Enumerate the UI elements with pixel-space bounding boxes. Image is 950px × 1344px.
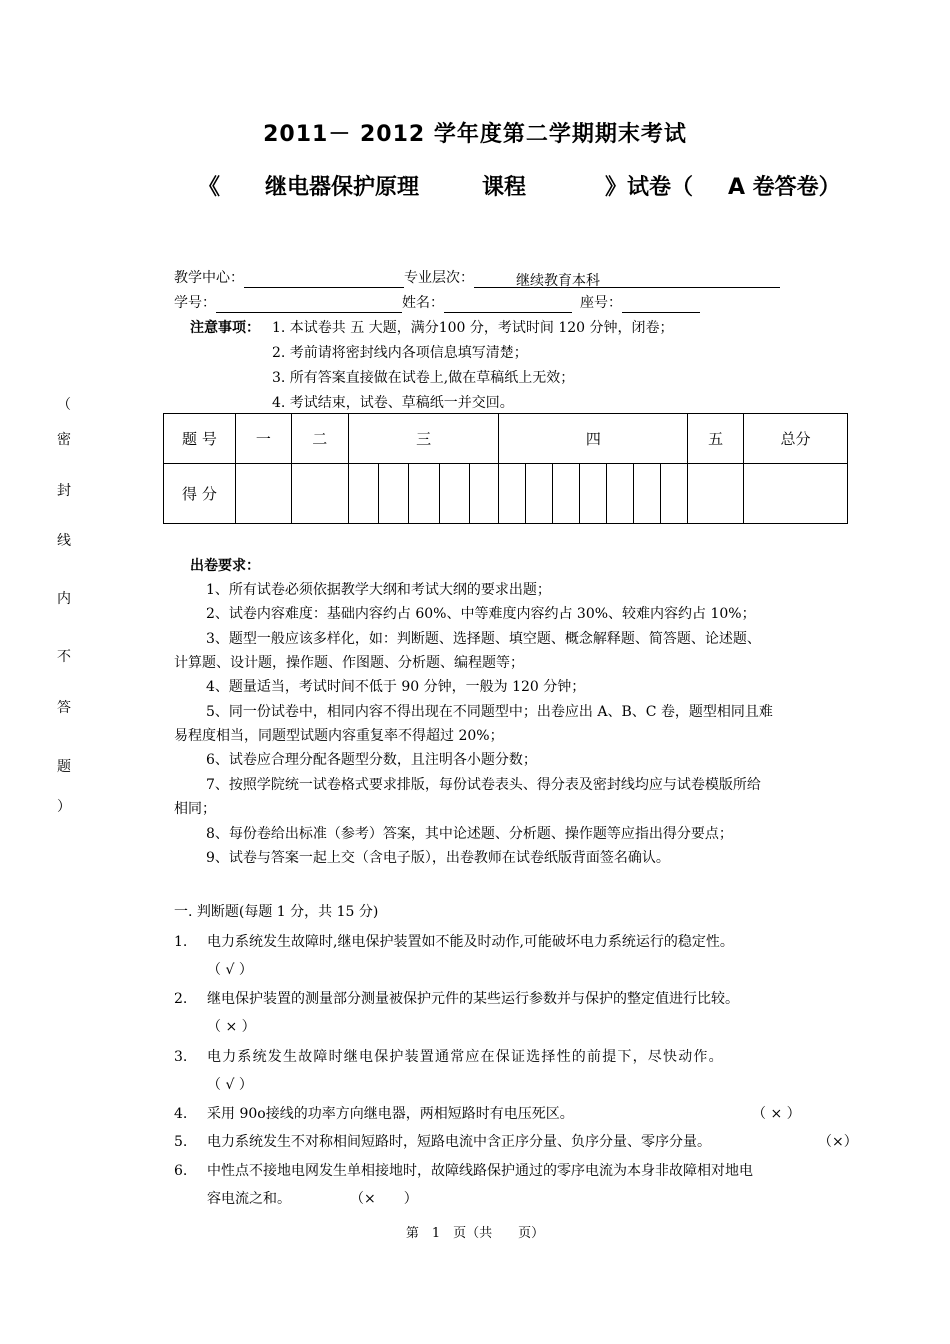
name-field[interactable] [444,296,572,313]
score-cell[interactable] [553,464,580,524]
score-cell[interactable] [580,464,607,524]
question-number: 5. [174,1134,188,1150]
seat-field[interactable] [622,296,700,313]
requirement-item: 1、所有试卷必须依据教学大纲和考试大纲的要求出题； [206,582,551,598]
seal-char: 线 [57,533,71,549]
question-number: 6. [174,1163,188,1179]
seal-char: （ [57,397,71,413]
score-cell[interactable] [607,464,634,524]
score-table [163,413,848,524]
seal-char: 题 [57,759,71,775]
notice-item: 4. 考试结束，试卷、草稿纸一并交回。 [272,395,514,411]
score-cell[interactable] [688,464,744,524]
requirement-item: 9、试卷与答案一起上交（含电子版），出卷教师在试卷纸版背面签名确认。 [206,850,670,866]
requirement-item: 2、试卷内容难度：基础内容约占 60%、中等难度内容约占 30%、较难内容约占 10%； [206,606,756,622]
col-header-2: 二 [291,414,348,464]
seal-char: 不 [57,649,71,665]
section-title: 一. 判断题(每题 1 分，共 15 分) [174,904,379,920]
requirement-item: 6、试卷应合理分配各题型分数，且注明各小题分数； [206,752,537,768]
row-label-question-no: 题 号 [164,414,236,464]
question-answer: （×） [818,1134,858,1150]
question-answer: （× ） [350,1191,418,1207]
paper-close-quote: 》试卷（ [605,175,694,200]
col-header-1: 一 [235,414,291,464]
center-label: 教学中心： [174,270,244,286]
notice-item: 1. 本试卷共 五 大题，满分100 分，考试时间 120 分钟，闭卷； [272,320,674,336]
requirement-item: 4、题量适当，考试时间不低于 90 分钟，一般为 120 分钟； [206,679,586,695]
notice-item: 3. 所有答案直接做在试卷上,做在草稿纸上无效； [272,370,575,386]
question-text-cont: 容电流之和。 [207,1191,291,1207]
info-row-1 [174,268,814,288]
question-text: 电力系统发生故障时,继电保护装置如不能及时动作,可能破坏电力系统运行的稳定性。 [207,934,734,950]
center-field[interactable] [244,271,404,288]
col-header-4: 四 [499,414,688,464]
info-row-2 [174,293,814,313]
score-cell[interactable] [408,464,439,524]
exam-title: 2011－ 2012 学年度第二学期期末考试 [263,122,687,147]
paper-version: A 卷答卷） [728,175,841,200]
score-cell[interactable] [348,464,378,524]
question-text: 继电保护装置的测量部分测量被保护元件的某些运行参数并与保护的整定值进行比较。 [207,991,739,1007]
col-header-total: 总分 [744,414,848,464]
requirement-item: 3、题型一般应该多样化，如：判断题、选择题、填空题、概念解释题、简答题、论述题、 [206,631,761,647]
question-text: 中性点不接地电网发生单相接地时，故障线路保护通过的零序电流为本身非故障相对地电 [207,1163,753,1179]
open-quote: 《 [198,175,221,200]
score-cell-total[interactable] [744,464,848,524]
score-cell[interactable] [499,464,526,524]
score-cell[interactable] [661,464,688,524]
row-label-score: 得 分 [164,464,236,524]
notice-label: 注意事项： [190,320,260,336]
requirement-item: 相同； [174,801,216,817]
question-number: 2. [174,991,188,1007]
question-text: 采用 90o接线的功率方向继电器，两相短路时有电压死区。 [207,1106,574,1122]
requirement-item: 计算题、设计题，操作题、作图题、分析题、编程题等； [174,655,524,671]
course-word: 课程 [482,175,527,200]
question-answer: （ √ ） [207,1077,253,1093]
requirement-item: 5、同一份试卷中，相同内容不得出现在不同题型中；出卷应出 A、B、C 卷，题型相同且难 [206,704,773,720]
score-cell[interactable] [235,464,291,524]
seal-char: 密 [57,432,71,448]
requirement-item: 8、每份卷给出标准（参考）答案，其中论述题、分析题、操作题等应指出得分要点； [206,826,733,842]
level-value: 继续教育本科 [516,273,600,289]
question-answer: （ × ） [752,1106,801,1122]
page-footer: 第 1 页（共 页） [405,1226,545,1241]
requirements-title: 出卷要求： [190,558,260,574]
score-cell[interactable] [469,464,499,524]
question-text: 电力系统发生故障时继电保护装置通常应在保证选择性的前提下，尽快动作。 [207,1049,724,1065]
notice-item: 2. 考前请将密封线内各项信息填写清楚； [272,345,528,361]
question-number: 3. [174,1049,188,1065]
question-number: 1. [174,934,188,950]
question-answer: （ × ） [207,1019,256,1035]
question-answer: （ √ ） [207,962,253,978]
course-name: 继电器保护原理 [265,175,420,200]
col-header-5: 五 [688,414,744,464]
question-text: 电力系统发生不对称相间短路时，短路电流中含正序分量、负序分量、零序分量。 [207,1134,711,1150]
score-cell[interactable] [291,464,348,524]
seat-label: 座号： [580,295,622,311]
requirement-item: 7、按照学院统一试卷格式要求排版，每份试卷表头、得分表及密封线均应与试卷模版所给 [206,777,761,793]
name-label: 姓名： [402,295,444,311]
score-cell[interactable] [439,464,469,524]
student-no-label: 学号： [174,295,216,311]
seal-char: 封 [57,483,71,499]
score-cell[interactable] [634,464,661,524]
score-cell[interactable] [378,464,408,524]
level-field[interactable] [474,271,780,288]
seal-char: 答 [57,700,71,716]
score-cell[interactable] [526,464,553,524]
requirement-item: 易程度相当，同题型试题内容重复率不得超过 20%； [174,728,504,744]
level-label: 专业层次： [404,270,474,286]
student-no-field[interactable] [216,296,402,313]
seal-char: 内 [57,591,71,607]
col-header-3: 三 [348,414,499,464]
question-number: 4. [174,1106,188,1122]
seal-char: ） [57,799,71,815]
